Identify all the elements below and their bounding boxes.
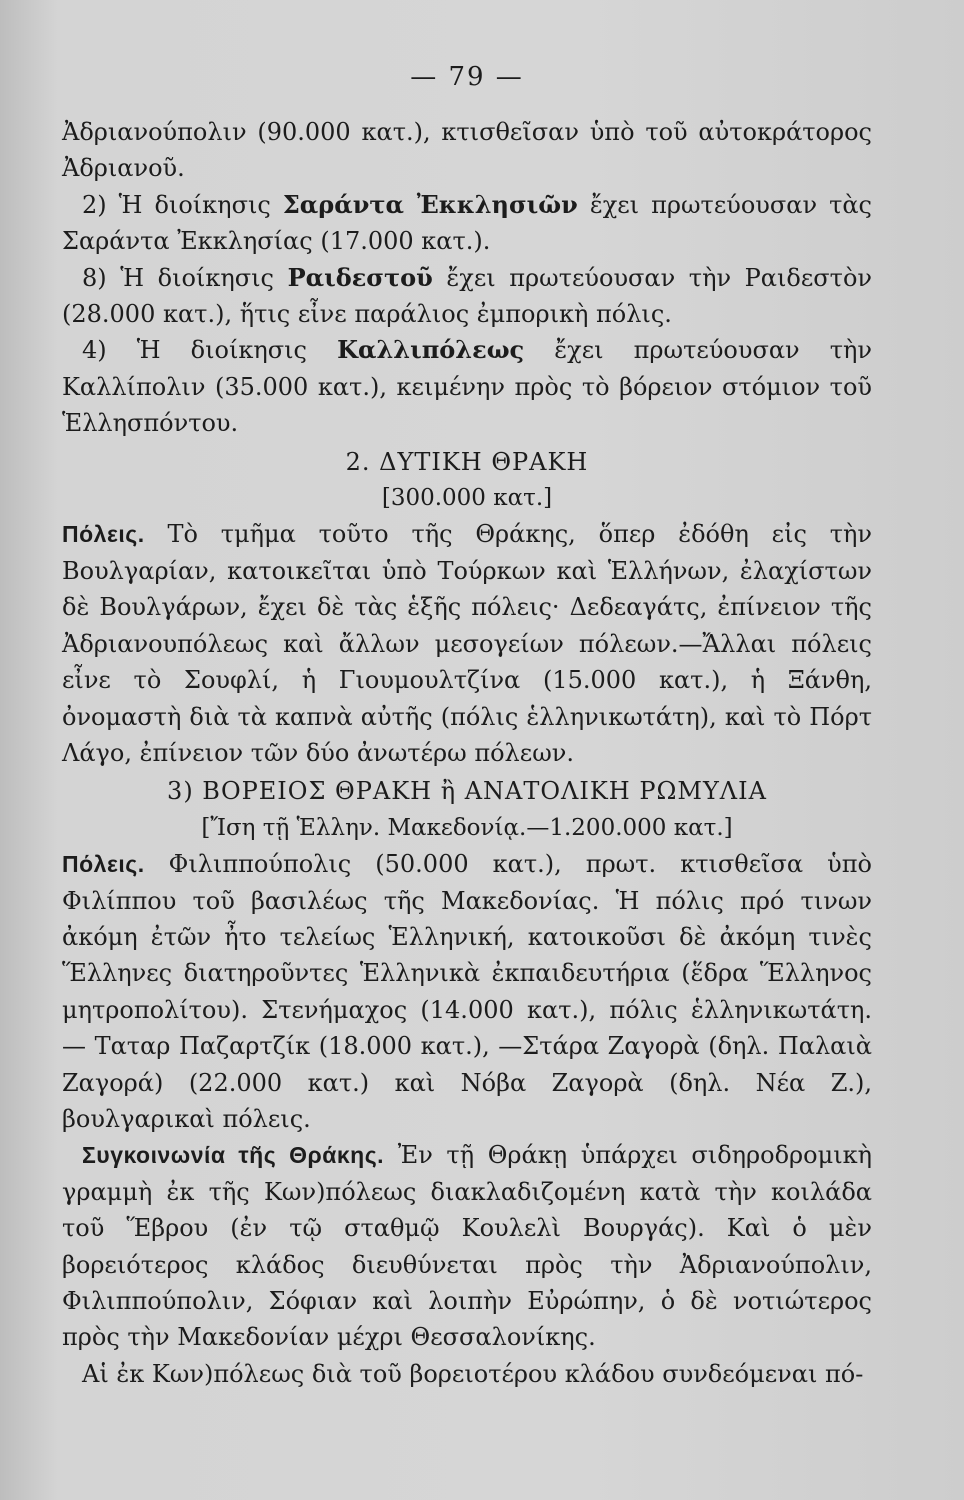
paragraph-text: ἔχει πρωτεύουσαν τὰς Σαράντα Ἐκκλησίας (17.000 κατ.). — [62, 190, 872, 256]
section-title-north-thrace: 3) ΒΟΡΕΙΟΣ ΘΡΑΚΗ ἢ ΑΝΑΤΟΛΙΚΗ ΡΩΜΥΛΙΑ — [167, 777, 767, 806]
paragraph-west-thrace-cities — [62, 516, 872, 771]
paragraph-saranta-ekklisies — [62, 187, 872, 260]
section-population-west-thrace: [300.000 κατ.] — [381, 485, 553, 512]
district-name: Καλλιπόλεως — [337, 335, 525, 365]
communication-heading: Συγκοινωνία τῆς Θράκης. — [82, 1142, 385, 1169]
section-subtitle-north-thrace: [Ἴση τῇ Ἑλλην. Μακεδονίᾳ.—1.200.000 κατ.] — [201, 814, 733, 841]
paragraph-raidestos — [62, 260, 872, 333]
page-body — [62, 114, 872, 1392]
paragraph-communication — [62, 1137, 872, 1355]
paragraph-kallipolis — [62, 332, 872, 441]
paragraph-north-thrace-cities — [62, 846, 872, 1137]
cities-text: Τὸ τμῆμα τοῦτο τῆς Θράκης, ὅπερ ἐδόθη εἰς τὴν Βουλγαρίαν, κατοικεῖται ὑπὸ Τούρκων καὶ Ἑλλήνων, ἐλαχίστων δὲ Βουλγάρων, ἔχει δὲ τὰς ἑξῆς πόλεις· Δεδεαγάτς, ἐπίνειον τῆς Ἀδριανουπόλεως καὶ ἄλλων μεσογείων πόλεων.—Ἄλλαι πόλεις εἶνε τὸ Σουφλί, ἡ Γιουμουλτζίνα (15.000 κατ.), ἡ Ξάνθη, ὀνομαστὴ διὰ τὰ καπνὰ αὐτῆς (πόλις ἑλληνικωτάτη), καὶ τὸ Πόρτ Λάγο, ἐπίνειον τῶν δύο ἀνωτέρω πόλεων. — [62, 520, 872, 767]
page-number: — 79 — — [410, 62, 524, 92]
communication-text: Ἐν τῇ Θράκῃ ὑπάρχει σιδηροδρομικὴ γραμμὴ ἐκ τῆς Κων)πόλεως διακλαδιζομένη κατὰ τὴν κοιλάδα τοῦ Ἕβρου (ἐν τῷ σταθμῷ Κουλελὶ Βουργάς). Καὶ ὁ μὲν βορειότερος κλάδος διευθύνεται πρὸς τὴν Ἀδριανούπολιν, Φιλιππούπολιν, Σόφιαν καὶ λοιπὴν Εὐρώπην, ὁ δὲ νοτιώτερος πρὸς τὴν Μακεδονίαν μέχρι Θεσσαλονίκης. — [62, 1141, 872, 1352]
cities-heading: Πόλεις. — [62, 521, 145, 548]
paragraph-head: 8) Ἡ διοίκησις — [82, 263, 274, 292]
cities-heading: Πόλεις. — [62, 851, 145, 878]
paragraph-text: ἔχει πρωτεύουσαν τὴν Καλλίπολιν (35.000 κατ.), κειμένην πρὸς τὸ βόρειον στόμιον τοῦ Ἑλλησπόντου. — [62, 336, 872, 438]
cities-text: Φιλιππούπολις (50.000 κατ.), πρωτ. κτισθεῖσα ὑπὸ Φιλίππου τοῦ βασιλέως τῆς Μακεδονίας. Ἡ πόλις πρό τινων ἀκόμη ἐτῶν ἦτο τελείως Ἑλληνική, κατοικοῦσι δὲ ἀκόμη τινὲς Ἕλληνες διατηροῦντες Ἑλληνικὰ ἐκπαιδευτήρια (ἕδρα Ἕλληνος μητροπολίτου). Στενήμαχος (14.000 κατ.), πόλις ἑλληνικωτάτη. — Ταταρ Παζαρτζίκ (18.000 κατ.), —Στάρα Ζαγορὰ (δηλ. Παλαιὰ Ζαγορά) (22.000 κατ.) καὶ Νόβα Ζαγορὰ (δηλ. Νέα Ζ.), βουλγαρικαὶ πόλεις. — [62, 850, 872, 1133]
paragraph-adrianople: Ἀδριανούπολιν (90.000 κατ.), κτισθεῖσαν ὑπὸ τοῦ αὐτοκράτορος Ἀδριανοῦ. — [62, 118, 872, 183]
last-line: Αἱ ἐκ Κων)πόλεως διὰ τοῦ βορειοτέρου κλάδου συνδεόμεναι πό- — [82, 1359, 864, 1388]
paragraph-text: ἔχει πρωτεύουσαν τὴν Ραιδεστὸν (28.000 κατ.), ἥτις εἶνε παράλιος ἐμπορικὴ πόλις. — [62, 263, 872, 329]
district-name: Σαράντα Ἐκκλησιῶν — [282, 189, 578, 219]
district-name: Ραιδεστοῦ — [287, 262, 433, 292]
paragraph-head: 2) Ἡ διοίκησις — [82, 190, 271, 219]
paragraph-head: 4) Ἡ διοίκησις — [82, 336, 307, 365]
section-title-west-thrace: 2. ΔΥΤΙΚΗ ΘΡΑΚΗ — [345, 447, 589, 476]
